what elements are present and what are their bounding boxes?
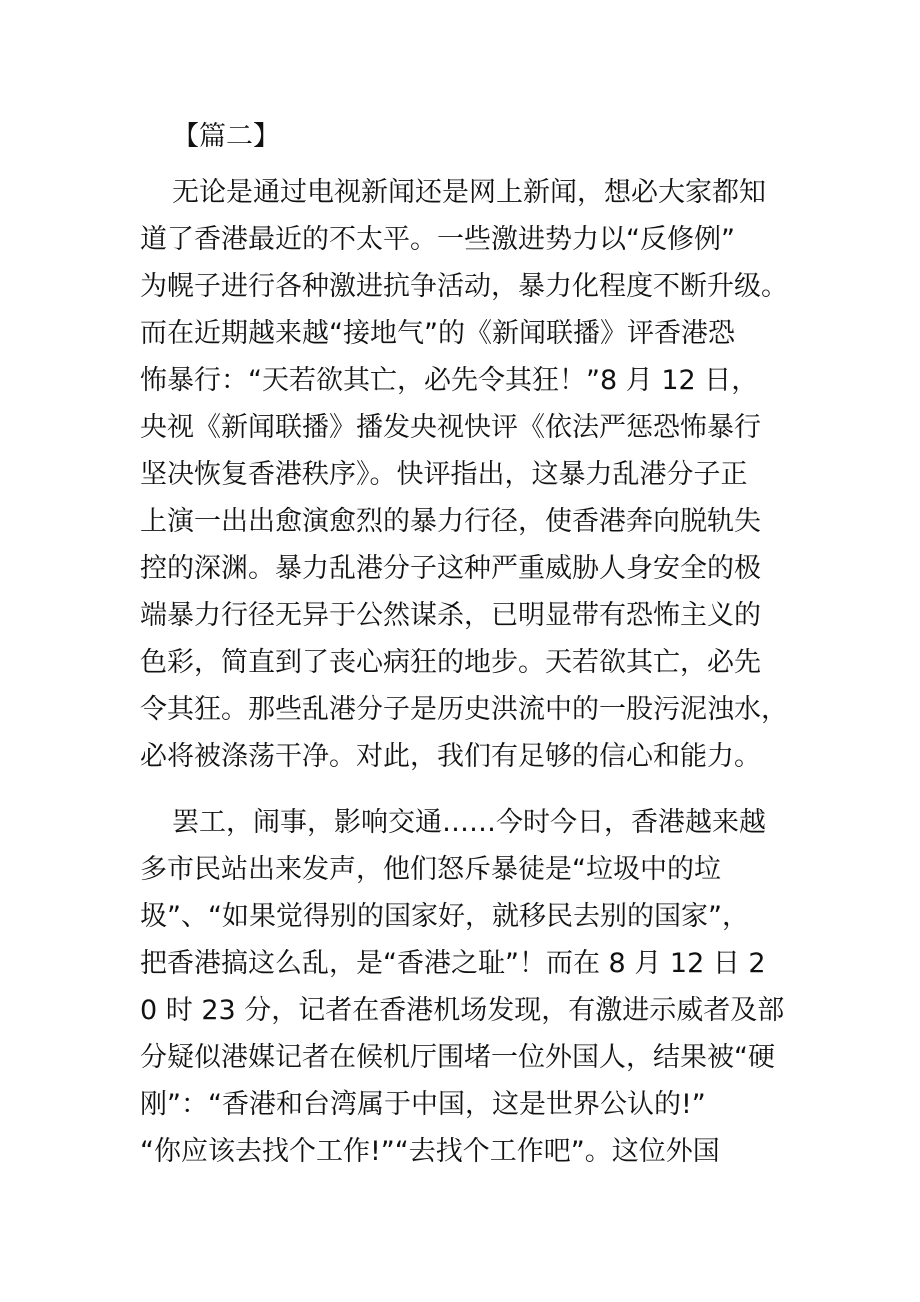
paragraph-2-line-8: “你应该去找个工作!”“去找个工作吧”。这位外国 [140, 1136, 720, 1167]
paragraph-1-line-4: 而在近期越来越“接地气”的《新闻联播》评香港恐 [140, 318, 735, 349]
paragraph-1-line-5: 怖暴行：“天若欲其亡，必先令其狂！”8 月 12 日， [140, 365, 759, 396]
paragraph-2-line-7: 刚”：“香港和台湾属于中国，这是世界公认的!” [140, 1089, 706, 1120]
paragraph-1-line-1: 无论是通过电视新闻还是网上新闻，想必大家都知 [172, 177, 766, 208]
paragraph-2-line-1: 罢工，闹事，影响交通……今时今日，香港越来越 [172, 807, 766, 838]
paragraph-1-line-3: 为幌子进行各种激进抗争活动，暴力化程度不断升级。 [140, 271, 788, 302]
paragraph-1-line-11: 色彩，简直到了丧心病狂的地步。天若欲其亡，必先 [140, 647, 761, 678]
paragraph-1-line-13: 必将被涤荡干净。对此，我们有足够的信心和能力。 [140, 741, 761, 772]
paragraph-2-line-6: 分疑似港媒记者在候机厅围堵一位外国人，结果被“硬 [140, 1042, 775, 1073]
paragraph-1-line-10: 端暴力行径无异于公然谋杀，已明显带有恐怖主义的 [140, 600, 761, 631]
paragraph-1-line-7: 坚决恢复香港秩序》。快评指出，这暴力乱港分子正 [140, 459, 748, 490]
paragraph-1-line-2: 道了香港最近的不太平。一些激进势力以“反修例” [140, 224, 735, 255]
paragraph-1-line-9: 控的深渊。暴力乱港分子这种严重威胁人身安全的极 [140, 553, 761, 584]
paragraph-1-line-12: 令其狂。那些乱港分子是历史洪流中的一股污泥浊水， [140, 694, 788, 725]
paragraph-2-line-2: 多市民站出来发声，他们怒斥暴徒是“垃圾中的垃 [140, 854, 721, 885]
paragraph-1-line-6: 央视《新闻联播》播发央视快评《依法严惩恐怖暴行 [140, 412, 761, 443]
paragraph-2-line-4: 把香港搞这么乱，是“香港之耻”！而在 8 月 12 日 2 [140, 948, 766, 979]
paragraph-2-line-3: 圾”、“如果觉得别的国家好，就移民去别的国家”， [140, 901, 749, 932]
section-heading: 【篇二】 [172, 121, 280, 152]
paragraph-1-line-8: 上演一出出愈演愈烈的暴力行径，使香港奔向脱轨失 [140, 506, 761, 537]
paragraph-2-line-5: 0 时 23 分，记者在香港机场发现，有激进示威者及部 [140, 995, 785, 1026]
